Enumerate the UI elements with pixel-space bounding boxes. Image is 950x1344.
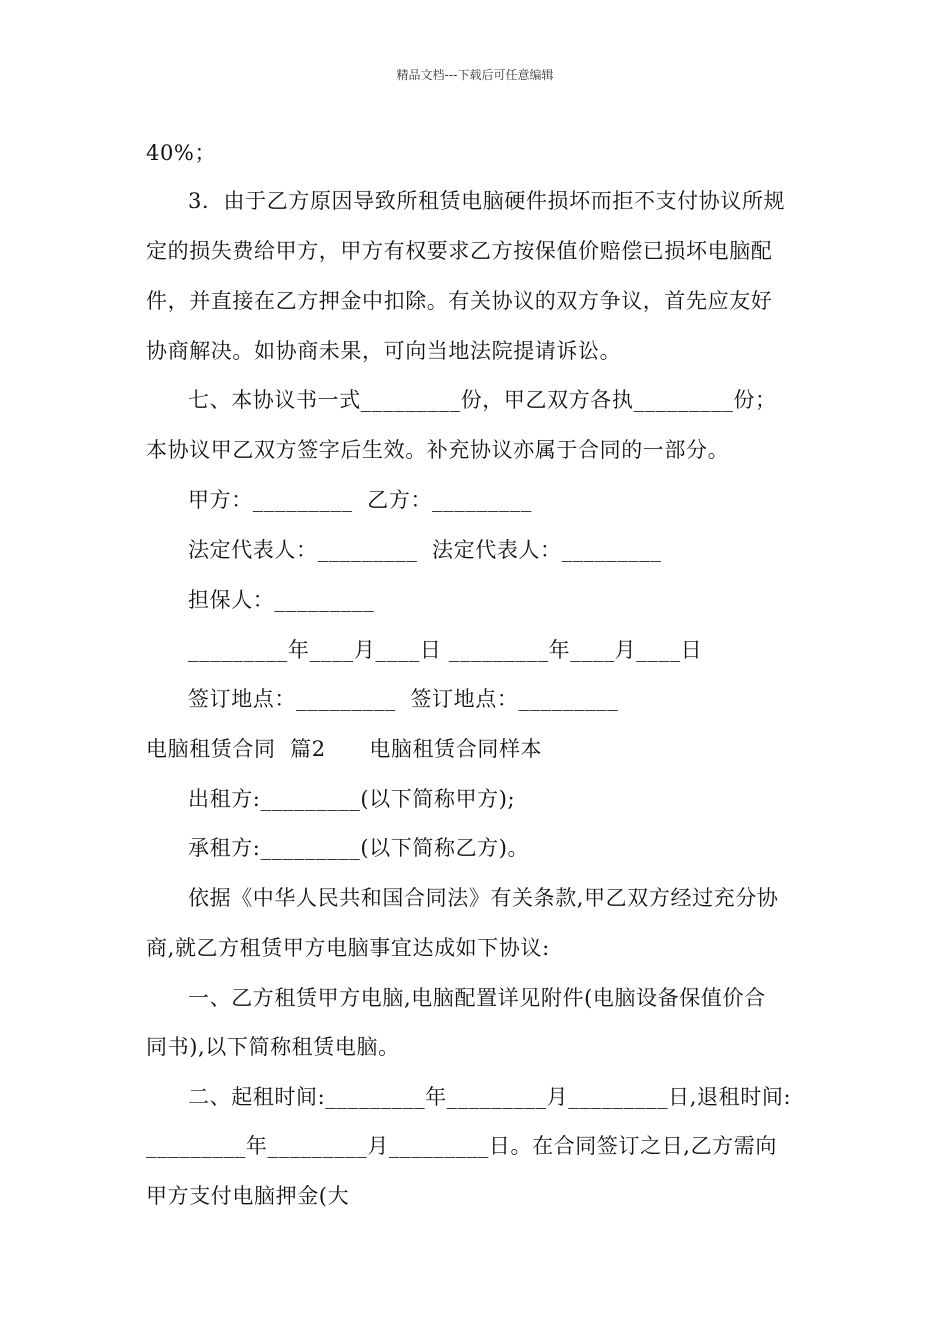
text-line: 承租方:_________(以下简称乙方)。 (188, 836, 530, 860)
text-line: 依据《中华人民共和国合同法》有关条款,甲乙双方经过充分协 (188, 886, 779, 910)
text-line: 二、起租时间:_________年_________月_________日,退租时间: (188, 1085, 792, 1109)
text-line: 件，并直接在乙方押金中扣除。有关协议的双方争议，首先应友好 (146, 289, 773, 313)
text-line: 40%； (146, 141, 217, 165)
text-line: 协商解决。如协商未果，可向当地法院提请诉讼。 (146, 339, 622, 363)
text-line: 出租方:_________(以下简称甲方); (188, 787, 516, 811)
text-line: 一、乙方租赁甲方电脑,电脑配置详见附件(电脑设备保值价合 (188, 986, 766, 1010)
date-line: _________年____月____日 _________年____月____日 (188, 638, 703, 662)
text-line: 本协议甲乙双方签字后生效。补充协议亦属于合同的一部分。 (146, 438, 730, 462)
text-line: 商,就乙方租赁甲方电脑事宜达成如下协议: (146, 936, 550, 960)
signature-line: 担保人：_________ (188, 588, 375, 612)
text-line: 同书),以下简称租赁电脑。 (146, 1035, 400, 1059)
text-line: 甲方支付电脑押金(大 (146, 1184, 350, 1208)
signature-line: 法定代表人：_________ 法定代表人：_________ (188, 538, 662, 562)
text-line: 3．由于乙方原因导致所租赁电脑硬件损坏而拒不支付协议所规 (188, 189, 786, 213)
text-line: _________年_________月_________日。在合同签订之日,乙方需向 (146, 1134, 777, 1158)
text-line: 七、本协议书一式_________份，甲乙双方各执_________份； (188, 388, 777, 412)
place-line: 签订地点：_________ 签订地点：_________ (188, 687, 619, 711)
page-header: 精品文档---下载后可任意编辑 (396, 68, 554, 82)
text-line: 定的损失费给甲方，甲方有权要求乙方按保值价赔偿已损坏电脑配 (146, 239, 773, 263)
signature-line: 甲方：_________ 乙方：_________ (188, 488, 532, 512)
section-title: 电脑租赁合同 篇2 电脑租赁合同样本 (146, 737, 543, 761)
